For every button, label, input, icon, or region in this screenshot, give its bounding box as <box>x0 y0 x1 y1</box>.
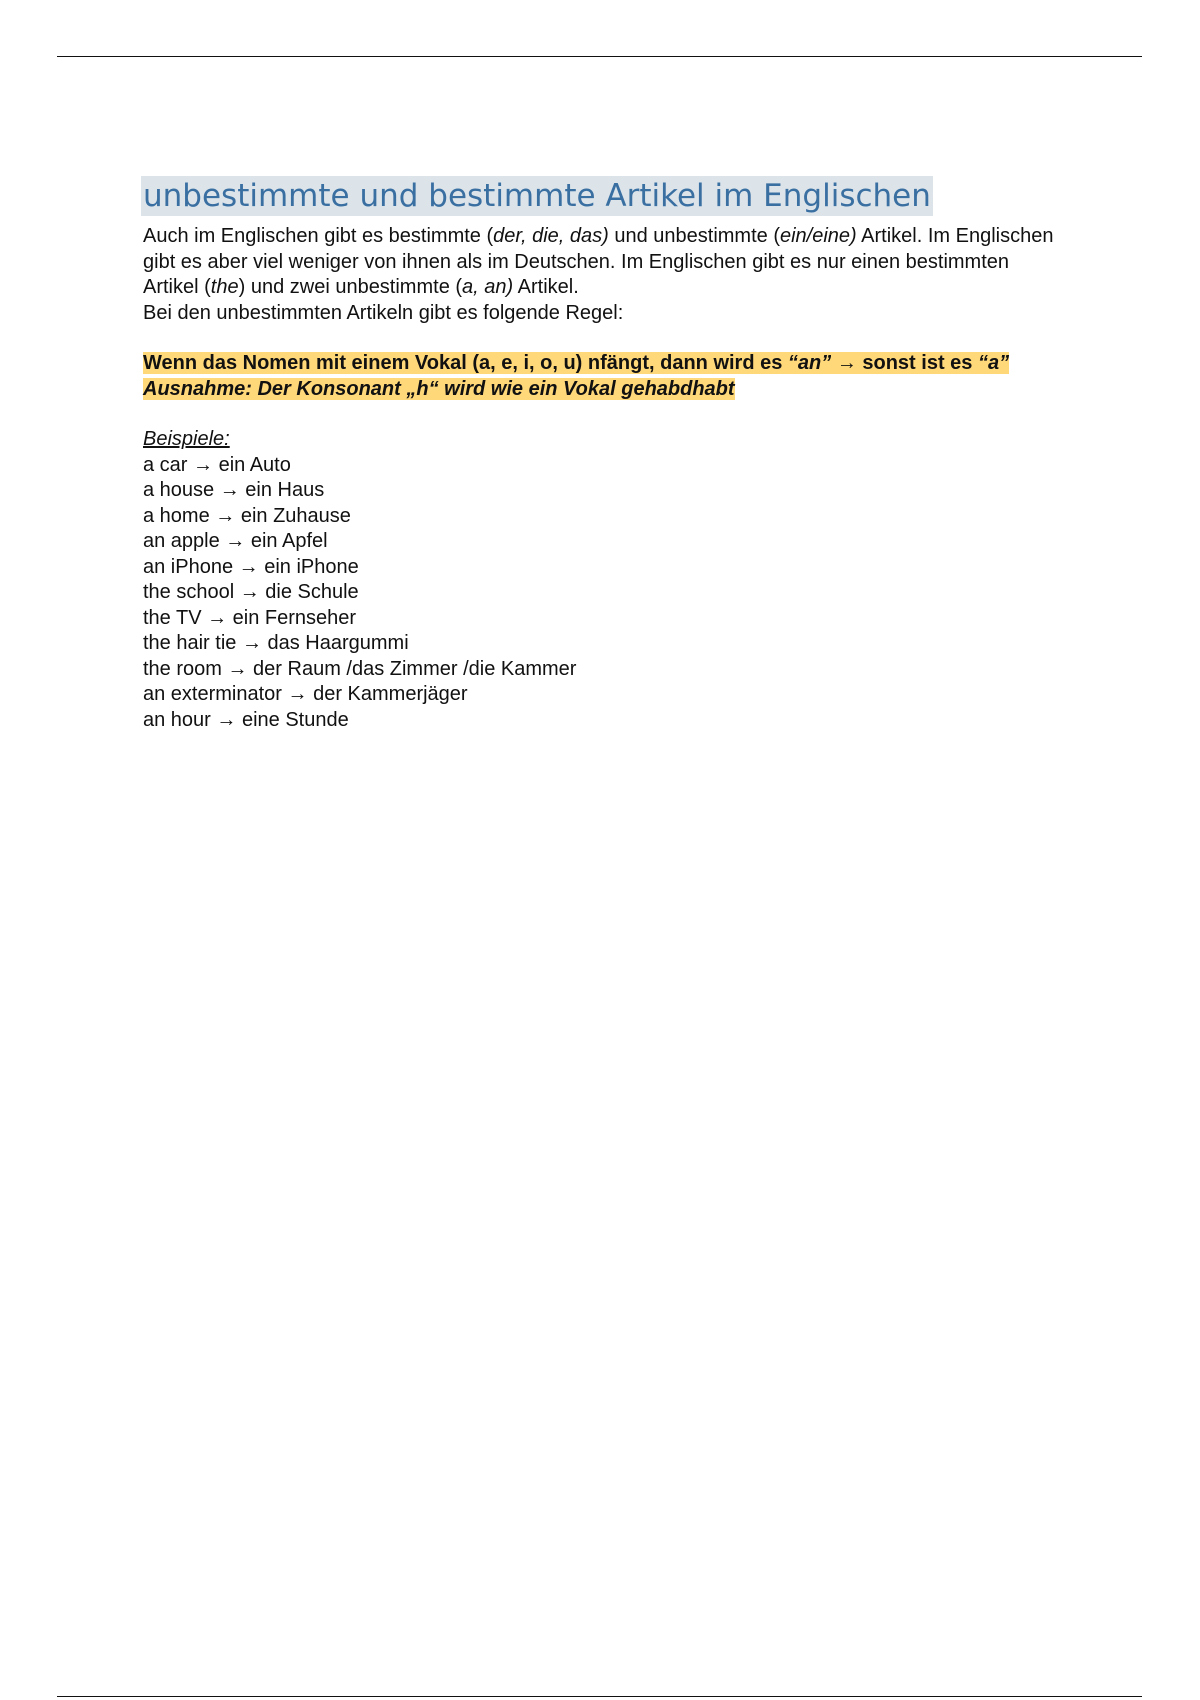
example-item: an iPhone → ein iPhone <box>143 555 359 578</box>
example-item: the hair tie → das Haargummi <box>143 632 409 654</box>
example-item: an exterminator → der Kammerjäger <box>143 683 468 705</box>
document-title: unbestimmte und bestimmte Artikel im Englischen <box>143 178 931 214</box>
rule-exception <box>143 377 1043 403</box>
intro-text-3: Artikel. Im Englischen gibt es aber viel weniger von ihnen als im Deutschen. Im Englischen gibt es nur einen bestimmten Artikel ( <box>143 225 1054 298</box>
rule-text-2: → sonst ist es <box>831 352 978 374</box>
intro-text-1: Auch im Englischen gibt es bestimmte ( <box>143 225 494 247</box>
examples-list <box>143 453 1063 734</box>
page-top-rule <box>57 56 1142 57</box>
intro-indefinite-german: ein/eine) <box>779 225 857 247</box>
article-rule <box>143 351 1043 377</box>
intro-text-2: und unbestimmte ( <box>608 225 780 247</box>
rule-an: “an” <box>787 352 832 374</box>
example-item: the TV → ein Fernseher <box>143 606 357 629</box>
rule-exception-text: Ausnahme: Der Konsonant „h“ wird wie ein Vokal gehabdhabt <box>143 377 735 400</box>
intro-definite-english: the <box>210 276 239 298</box>
intro-text-4: ) und zwei unbestimmte ( <box>238 276 463 298</box>
example-item: a house → ein Haus <box>143 479 325 501</box>
example-item: an hour → eine Stunde <box>143 708 349 731</box>
examples-label: Beispiele: <box>143 428 230 450</box>
intro-paragraph <box>143 224 1063 301</box>
intro-text-5: Artikel. <box>513 276 579 298</box>
page-bottom-rule <box>57 1696 1142 1697</box>
example-item: a home → ein Zuhause <box>143 504 351 527</box>
intro-indefinite-english: a, an) <box>462 276 514 298</box>
document-body <box>143 176 1063 733</box>
rule-a: “a” <box>977 352 1010 374</box>
example-item: the room → der Raum /das Zimmer /die Kammer <box>143 657 577 680</box>
intro-rule-lead: Bei den unbestimmten Artikeln gibt es folgende Regel: <box>143 301 624 324</box>
example-item: an apple → ein Apfel <box>143 530 328 552</box>
intro-definite-german: der, die, das) <box>493 225 609 247</box>
example-item: a car → ein Auto <box>143 453 291 476</box>
example-item: the school → die Schule <box>143 581 359 603</box>
rule-text-1: Wenn das Nomen mit einem Vokal (a, e, i, o, u) nfängt, dann wird es <box>143 352 788 374</box>
